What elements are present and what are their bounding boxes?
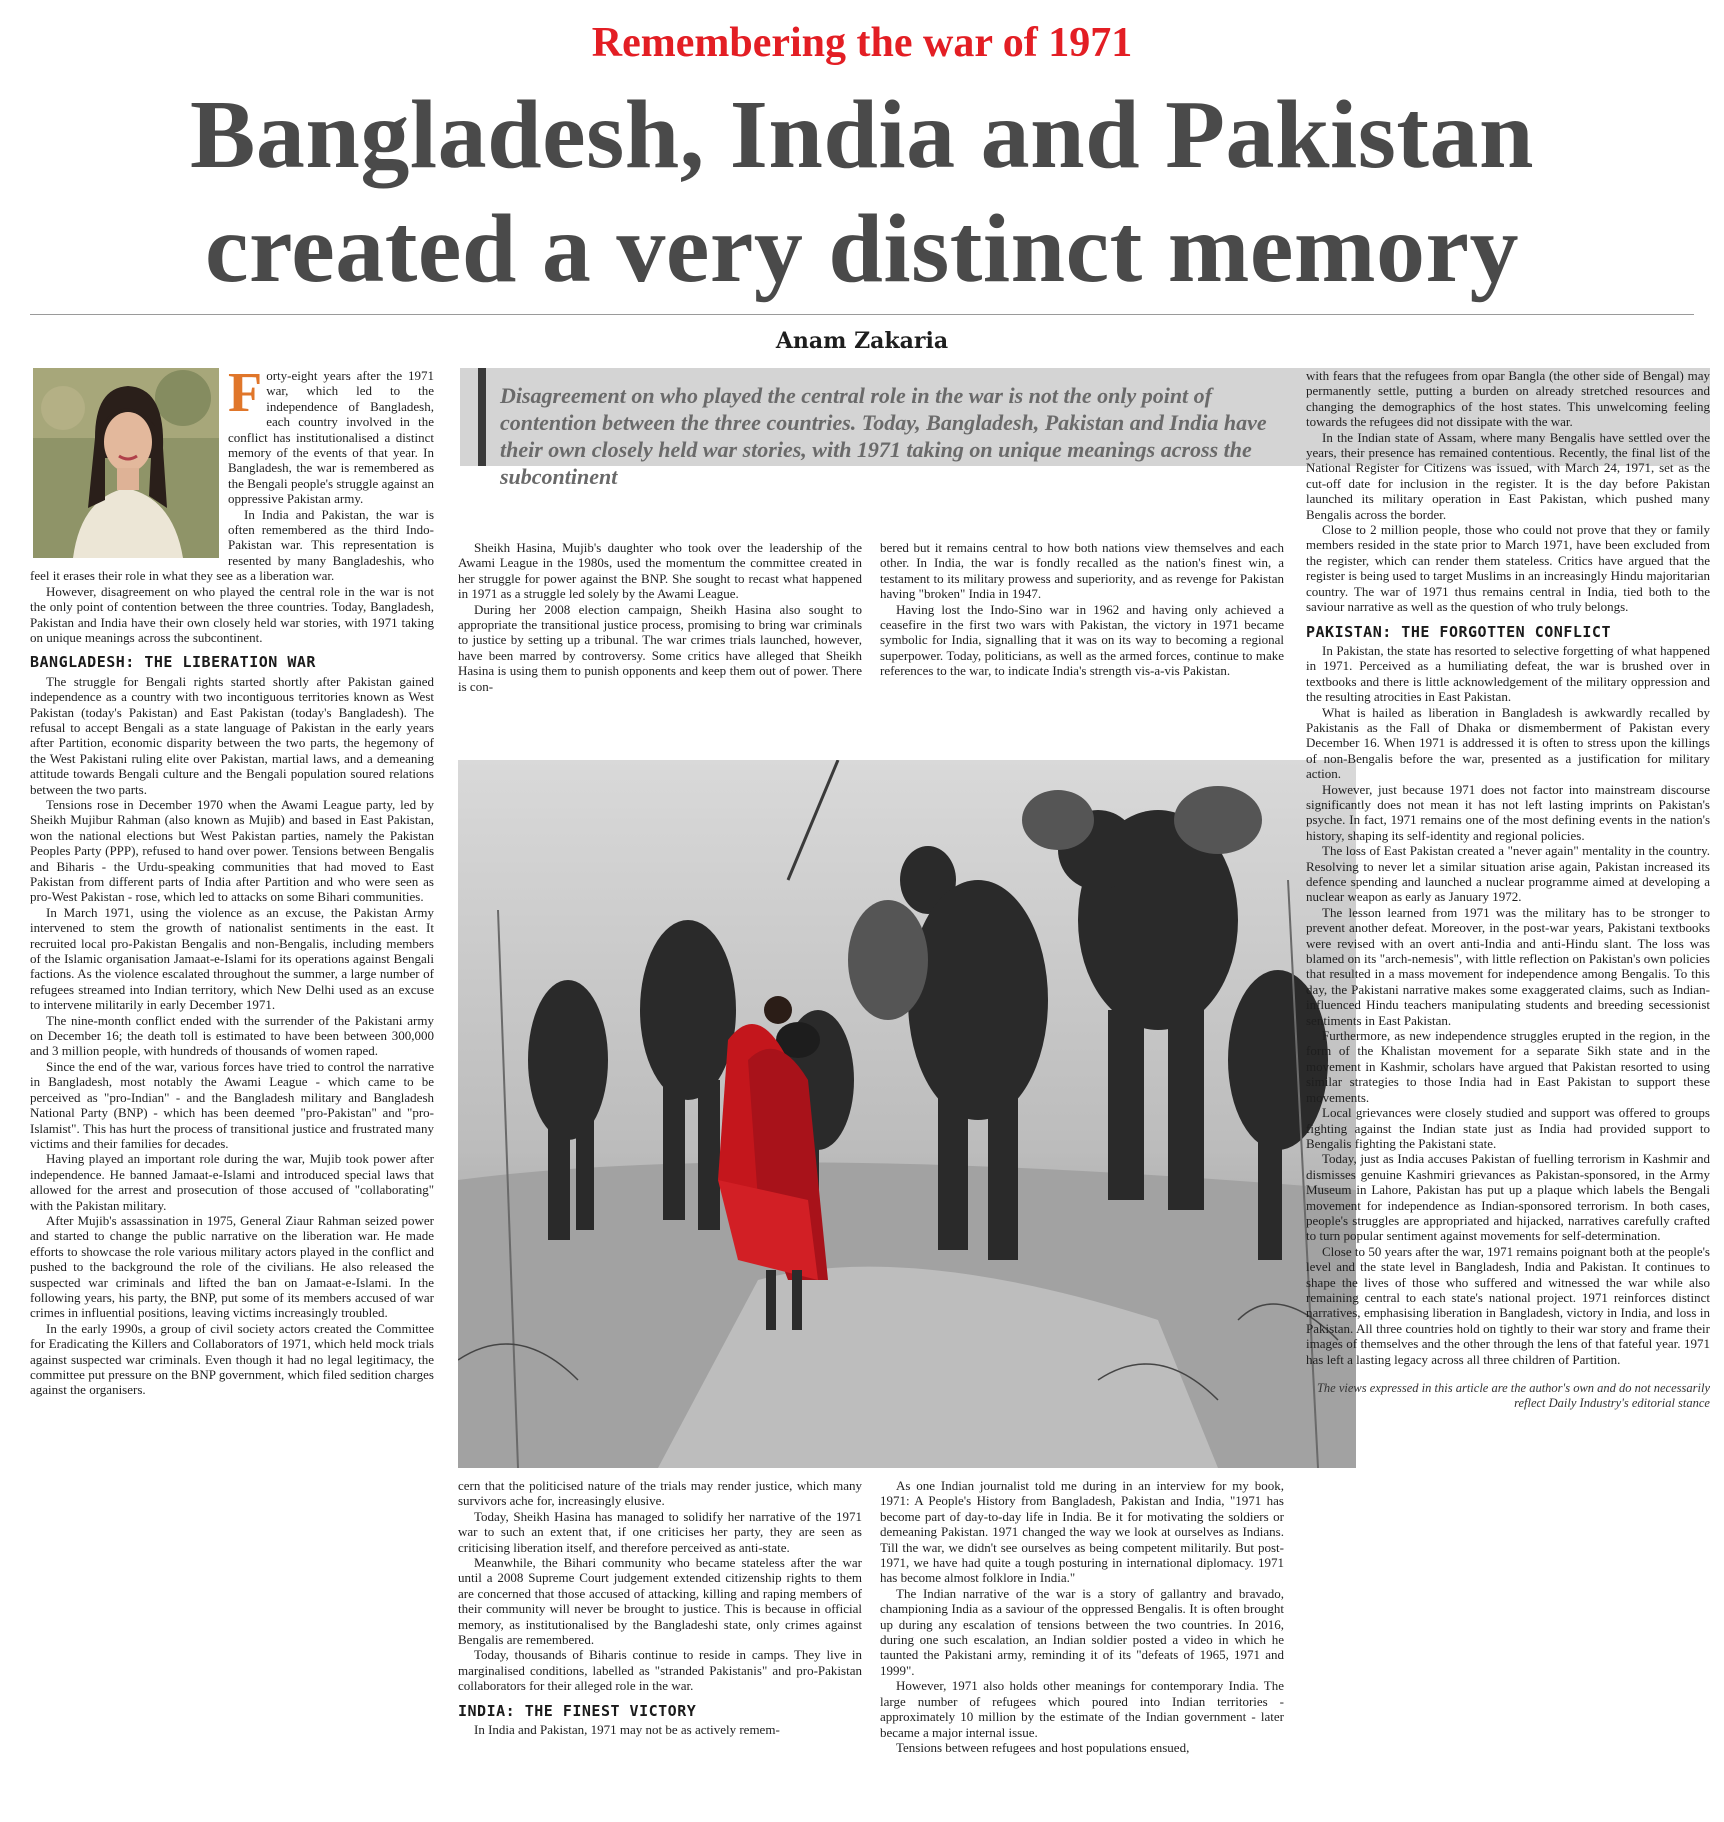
paragraph: The struggle for Bengali rights started shortly after Pakistan gained independence as a country with two incontiguous territories known as West Pakistan (today's Pakistan) and East Pakistan (today's Bangladesh). The refusal to accept Bengali as a state language of Pakistan in the early years after Partition, economic disparity between the two parts, the hegemony of the West Pakistani ruling elite over Pakistan, martial laws, and a demeaning attitude towards Bengali culture and the Bengali population soured relations between the two parts. <box>30 673 434 797</box>
paragraph: However, just because 1971 does not factor into mainstream discourse significantly does not mean it has not left lasting imprints on Pakistan's psyche. In fact, 1971 remains one of the most defining events in the nation's history, shaping its self-identity and regional policies. <box>1306 781 1710 843</box>
paragraph: Tensions between refugees and host populations ensued, <box>896 1739 1190 1755</box>
section-heading-pakistan: PAKISTAN: THE FORGOTTEN CONFLICT <box>1306 622 1611 641</box>
byline: Anam Zakaria <box>775 328 949 354</box>
headline <box>0 78 1724 306</box>
column-2-upper <box>458 540 862 694</box>
intro-paragraph-3: However, disagreement on who played the central role in the war is not the only point of contention between the three countries. Today, Bangladesh, Pakistan and India have their own closely held war stories, with 1971 taking on unique meanings across the subcontinent. <box>30 583 434 645</box>
war-photo <box>458 760 1356 1468</box>
column-1-intro <box>30 362 434 1398</box>
drop-cap: F <box>228 362 263 424</box>
paragraph: However, 1971 also holds other meanings for contemporary India. The large number of refugees which poured into Indian territories - approximately 10 million by the estimate of the Indian government - later became a major internal issue. <box>880 1678 1284 1740</box>
column-4 <box>1306 368 1710 1411</box>
headline-line-1: Bangladesh, India and Pakistan <box>190 81 1534 189</box>
paragraph: Having played an important role during the war, Mujib took power after independence. He banned Jamaat-e-Islami and introduced special laws that allowed for the arrest and prosecution of those accused of "collaborating" with the Pakistan military. <box>30 1151 434 1213</box>
paragraph: Sheikh Hasina, Mujib's daughter who took over the leadership of the Awami League in the 1980s, used the momentum the committee created in her struggle for power against the BNP. She sought to recast what happened in 1971 as a struggle led solely by the Awami League. <box>458 540 862 602</box>
kicker: Remembering the war of 1971 <box>591 20 1133 66</box>
paragraph: In the Indian state of Assam, where many Bengalis have settled over the years, their presence has remained contentious. Recently, the final list of the National Register for Citizens was issued, with March 24, 1971, set as the cut-off date for inclusion in the register. It is the day before Pakistan launched its military operation in East Pakistan, which pushed many Bengalis across the border. <box>1306 429 1710 522</box>
section-heading-bangladesh: BANGLADESH: THE LIBERATION WAR <box>30 653 316 672</box>
column-3-upper <box>880 540 1284 679</box>
paragraph: Today, thousands of Biharis continue to reside in camps. They live in marginalised conditions, labelled as "stranded Pakistanis" and pro-Pakistan collaborators for their alleged role in the war. <box>458 1647 862 1694</box>
pull-quote: Disagreement on who played the central role in the war is not the only point of contention between the three countries. Today, Bangladesh, Pakistan and India have their own closely held war stories, with 1971 taking on unique meanings across the subcontinent <box>500 383 1267 489</box>
paragraph: What is hailed as liberation in Bangladesh is awkwardly recalled by Pakistanis as the Fall of Dhaka or dismemberment of Pakistan every December 16. When 1971 is addressed it is often to stress upon the killings of non-Bengalis before the war, presented as a justification for military action. <box>1306 704 1710 782</box>
paragraph: Furthermore, as new independence struggles erupted in the region, in the form of the Khalistan movement for a separate Sikh state and in the movement in Kashmir, scholars have argued that Pakistan resorted to using similar strategies to those India had in East Pakistan to support these movements. <box>1306 1028 1710 1105</box>
header-rule <box>30 314 1694 315</box>
paragraph: Tensions rose in December 1970 when the Awami League party, led by Sheikh Mujibur Rahman (also known as Mujib) and based in East Pakistan, won the national elections but West Pakistan parties, namely the Pakistan Peoples Party (PPP), refused to hand over power. Tensions between Bengalis and Biharis - the Urdu-speaking communities that had moved to East Pakistan from different parts of India after Partition and who were seen as pro-West Pakistan - rose, which led to attacks on some Bihari communities. <box>30 796 434 905</box>
column-3-lower <box>880 1478 1284 1755</box>
paragraph: Close to 50 years after the war, 1971 remains poignant both at the people's level and the state level in Bangladesh, India and Pakistan. It continues to shape the lives of those who suffered and witnessed the war while also remaining central to each state's national project. 1971 reinforces distinct narratives, emphasising liberation in Bangladesh, victory in India, and loss in Pakistan. All three countries hold on tightly to their war story and frame their images of themselves and the other through the lens of that fateful year. 1971 has left a lasting legacy across all three children of Partition. <box>1306 1243 1710 1367</box>
paragraph: Meanwhile, the Bihari community who became stateless after the war until a 2008 Supreme Court judgement extended citizenship rights to them are concerned that those accused of attacking, killing and raping members of their community will never be brought to justice. This is because in official memory, as institutionalised by the Bangladeshi state, only crimes against Bengalis are remembered. <box>458 1555 862 1648</box>
paragraph: The lesson learned from 1971 was the military has to be stronger to prevent another defeat. Moreover, in the post-war years, Pakistani textbooks were revised with an overt anti-India and anti-Hindu slant. The loss was blamed on its "arch-nemesis", with little reflection on Pakistan's own policies that resulted in a mass movement for independence among Bengalis. To this day, the Pakistani narrative makes some exaggerated claims, such as Indian-influenced Hindu teachers manipulating students and breeding secessionist sentiments in East Pakistan. <box>1306 904 1710 1028</box>
disclaimer: The views expressed in this article are the author's own and do not necessarily reflect Daily Industry's editorial stance <box>1316 1381 1710 1410</box>
section-heading-india: INDIA: THE FINEST VICTORY <box>458 1701 697 1720</box>
paragraph: bered but it remains central to how both nations view themselves and each other. In India, the war is fondly recalled as the nation's finest win, a testament to its military prowess and superiority, and as revenge for Pakistan having "broken" India in 1947. <box>880 540 1284 602</box>
paragraph: with fears that the refugees from opar Bangla (the other side of Bengal) may permanently settle, putting a burden on already stretched resources and changing the demographics of the host states. This unwelcoming feeling towards the refugees did not dissipate with the war. <box>1306 368 1710 430</box>
paragraph: Local grievances were closely studied and support was offered to groups fighting against the Indian state just as India had provided support to Bengalis fighting the Pakistani state. <box>1306 1105 1710 1151</box>
paragraph: In India and Pakistan, 1971 may not be as actively remem- <box>474 1722 780 1738</box>
paragraph: The Indian narrative of the war is a story of gallantry and bravado, championing India as a saviour of the oppressed Bengalis. It is often brought up during any escalation of tensions between the two countries. In 2016, during one such escalation, an Indian soldier posted a video in which he taunted the Pakistani army, reminding it of its "defeats of 1965, 1971 and 1999". <box>880 1585 1284 1678</box>
paragraph: As one Indian journalist told me during in an interview for my book, 1971: A People's History from Bangladesh, Pakistan and India, "1971 has become part of day-to-day life in India. Be it for motivating the soldiers or demeaning Pakistan. 1971 changed the way we look at ourselves as Indians. Till the war, we didn't see ourselves as being competent militarily. But post-1971, we have had quite a tough posturing in international diplomacy. 1971 has become almost folklore in India." <box>880 1478 1284 1586</box>
paragraph: Having lost the Indo-Sino war in 1962 and having only achieved a ceasefire in the first two wars with Pakistan, the victory in 1971 became symbolic for India, signalling that it was on its way to becoming a regional superpower. Today, politicians, as well as the armed forces, continue to make references to the war, to indicate India's strength vis-a-vis Pakistan. <box>880 601 1284 679</box>
paragraph: After Mujib's assassination in 1975, General Ziaur Rahman seized power and started to change the public narrative on the liberation war. He made efforts to showcase the role various military actors played in the conflict and pushed to the background the role of the civilians. He also released the suspected war criminals and lifted the ban on Jamaat-e-Islami. In the following years, his party, the BNP, put some of its members accused of war crimes in influential positions, leaving victims increasingly troubled. <box>30 1212 434 1321</box>
paragraph: Close to 2 million people, those who could not prove that they or family members resided in the state prior to March 1971, have been excluded from the register, which can render them stateless. Critics have argued that the register is being used to target Muslims in an increasingly Hindu majoritarian country. The war of 1971 thus remains central in India, tied both to the saviour narrative as well as the question of who truly belongs. <box>1306 522 1710 615</box>
pull-quote-bar <box>478 368 486 466</box>
column-2-lower <box>458 1478 862 1738</box>
intro-paragraph-1: orty-eight years after the 1971 war, which led to the independence of Bangladesh, each country involved in the conflict has institutionalised a distinct memory of the events of that year. In Bangladesh, the war is remembered as the Bengali people's struggle against an oppressive Pakistan army. <box>228 368 434 507</box>
paragraph: cern that the politicised nature of the trials may render justice, which many survivors ache for, increasingly elusive. <box>458 1478 862 1509</box>
paragraph: During her 2008 election campaign, Sheikh Hasina also sought to appropriate the transitional justice process, promising to bring war criminals to justice by setting up a tribunal. The war crimes trials launched, however, have been marred by controversy. Some critics have alleged that Sheikh Hasina is using them to punish opponents and keep them out of power. There is con- <box>458 601 862 694</box>
paragraph: The loss of East Pakistan created a "never again" mentality in the country. Resolving to never let a similar situation arise again, Pakistan increased its defence spending and launched a nuclear programme aimed at developing a nuclear weapon as early as January 1972. <box>1306 843 1710 905</box>
paragraph: In the early 1990s, a group of civil society actors created the Committee for Eradicating the Killers and Collaborators of 1971, which held mock trials against suspected war criminals. Even though it had no legal legitimacy, the committee put pressure on the BNP government, which filed sedition charges against the organisers. <box>30 1320 434 1398</box>
intro-paragraph-2: In India and Pakistan, the war is often remembered as the third Indo-Pakistan war. This representation is resented by many Bangladeshis, who feel it erases their role in what they see as a liberation war. <box>30 506 434 584</box>
paragraph: Since the end of the war, various forces have tried to control the narrative in Bangladesh, most notably the Awami League - which came to be perceived as "pro-Indian" - and the Bangladesh military and Bangladesh National Party (BNP) - which has been deemed "pro-Pakistan" and "pro-Islamist". This has hurt the process of transitional justice and frustrated many victims and their families for decades. <box>30 1058 434 1151</box>
paragraph: The nine-month conflict ended with the surrender of the Pakistani army on December 16; the death toll is estimated to have been between 300,000 and 3 million people, with hundreds of thousands of women raped. <box>30 1012 434 1059</box>
paragraph: In Pakistan, the state has resorted to selective forgetting of what happened in 1971. Perceived as a humiliating defeat, the war is brushed over in textbooks and there is little acknowledgement of the military oppression and the resulting atrocities in East Pakistan. <box>1306 642 1710 705</box>
paragraph: Today, just as India accuses Pakistan of fuelling terrorism in Kashmir and dismisses genuine Kashmiri grievances as Pakistan-sponsored, in the Army Museum in Lahore, Pakistan has put up a plaque which labels the Bengali movement for independence as Indian-sponsored terrorism. In both cases, people's struggles are appropriated and hijacked, narratives carefully crafted to turn popular sentiment against movements for self-determination. <box>1306 1151 1710 1244</box>
photo-wrap-spacer <box>30 368 228 562</box>
headline-line-2: created a very distinct memory <box>205 195 1519 303</box>
paragraph: In March 1971, using the violence as an excuse, the Pakistan Army intervened to stem the growth of nationalist sentiments in the east. It recruited local pro-Pakistan Bengalis and non-Bengalis, including members of the Islamic organisation Jamaat-e-Islami for its operations against Bengali factions. As the violence escalated throughout the summer, a large number of refugees streamed into Indian territory, which New Delhi used as an excuse to intervene militarily in early December 1971. <box>30 904 434 1013</box>
paragraph: Today, Sheikh Hasina has managed to solidify her narrative of the 1971 war to such an extent that, if one criticises her party, they are seen as criticising liberation itself, and therefore perceived as anti-state. <box>458 1508 862 1555</box>
